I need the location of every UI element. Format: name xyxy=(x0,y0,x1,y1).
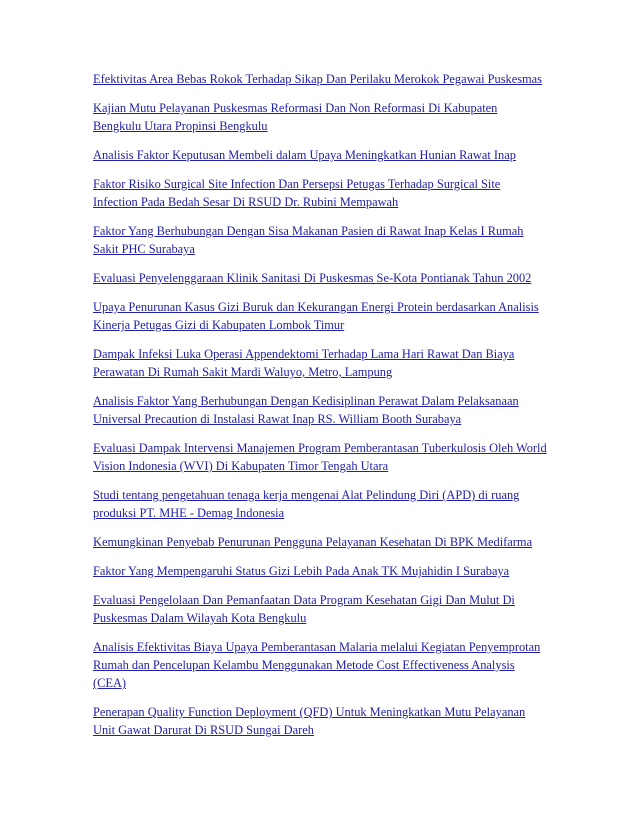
document-page xyxy=(93,70,548,750)
article-link[interactable]: Evaluasi Penyelenggaraan Klinik Sanitasi Di Puskesmas Se-Kota Pontianak Tahun 2002 xyxy=(93,271,532,285)
article-link[interactable]: Faktor Yang Berhubungan Dengan Sisa Makanan Pasien di Rawat Inap Kelas I Rumah Sakit PHC Surabaya xyxy=(93,224,524,256)
list-item xyxy=(93,269,548,287)
list-item xyxy=(93,486,548,522)
list-item xyxy=(93,439,548,475)
article-link[interactable]: Faktor Yang Mempengaruhi Status Gizi Lebih Pada Anak TK Mujahidin I Surabaya xyxy=(93,564,510,578)
article-link[interactable]: Analisis Faktor Yang Berhubungan Dengan Kedisiplinan Perawat Dalam Pelaksanaan Universal Precaution di Instalasi Rawat Inap RS. William Booth Surabaya xyxy=(93,394,519,426)
article-link[interactable]: Faktor Risiko Surgical Site Infection Dan Persepsi Petugas Terhadap Surgical Site Infection Pada Bedah Sesar Di RSUD Dr. Rubini Mempawah xyxy=(93,177,501,209)
list-item xyxy=(93,146,548,164)
article-link[interactable]: Evaluasi Dampak Intervensi Manajemen Program Pemberantasan Tuberkulosis Oleh World Vision Indonesia (WVI) Di Kabupaten Timor Tengah Utara xyxy=(93,441,547,473)
list-item xyxy=(93,99,548,135)
list-item xyxy=(93,703,548,739)
article-link[interactable]: Efektivitas Area Bebas Rokok Terhadap Sikap Dan Perilaku Merokok Pegawai Puskesmas xyxy=(93,72,543,86)
list-item xyxy=(93,638,548,692)
list-item xyxy=(93,392,548,428)
list-item xyxy=(93,533,548,551)
list-item xyxy=(93,70,548,88)
list-item xyxy=(93,175,548,211)
article-link[interactable]: Kemungkinan Penyebab Penurunan Pengguna Pelayanan Kesehatan Di BPK Medifarma xyxy=(93,535,533,549)
list-item xyxy=(93,298,548,334)
article-link[interactable]: Upaya Penurunan Kasus Gizi Buruk dan Kekurangan Energi Protein berdasarkan Analisis Kinerja Petugas Gizi di Kabupaten Lombok Timur xyxy=(93,300,539,332)
article-link[interactable]: Kajian Mutu Pelayanan Puskesmas Reformasi Dan Non Reformasi Di Kabupaten Bengkulu Utara Propinsi Bengkulu xyxy=(93,101,498,133)
article-link[interactable]: Penerapan Quality Function Deployment (QFD) Untuk Meningkatkan Mutu Pelayanan Unit Gawat Darurat Di RSUD Sungai Dareh xyxy=(93,705,526,737)
article-link[interactable]: Dampak Infeksi Luka Operasi Appendektomi Terhadap Lama Hari Rawat Dan Biaya Perawatan Di Rumah Sakit Mardi Waluyo, Metro, Lampung xyxy=(93,347,515,379)
list-item xyxy=(93,345,548,381)
article-link[interactable]: Studi tentang pengetahuan tenaga kerja mengenai Alat Pelindung Diri (APD) di ruang produksi PT. MHE - Demag Indonesia xyxy=(93,488,520,520)
link-list xyxy=(93,70,548,739)
article-link[interactable]: Analisis Efektivitas Biaya Upaya Pemberantasan Malaria melalui Kegiatan Penyemprotan Rumah dan Pencelupan Kelambu Menggunakan Metode Cost Effectiveness Analysis (CEA) xyxy=(93,640,541,690)
list-item xyxy=(93,562,548,580)
list-item xyxy=(93,591,548,627)
article-link[interactable]: Analisis Faktor Keputusan Membeli dalam Upaya Meningkatkan Hunian Rawat Inap xyxy=(93,148,516,162)
list-item xyxy=(93,222,548,258)
article-link[interactable]: Evaluasi Pengelolaan Dan Pemanfaatan Data Program Kesehatan Gigi Dan Mulut Di Puskesmas Dalam Wilayah Kota Bengkulu xyxy=(93,593,515,625)
